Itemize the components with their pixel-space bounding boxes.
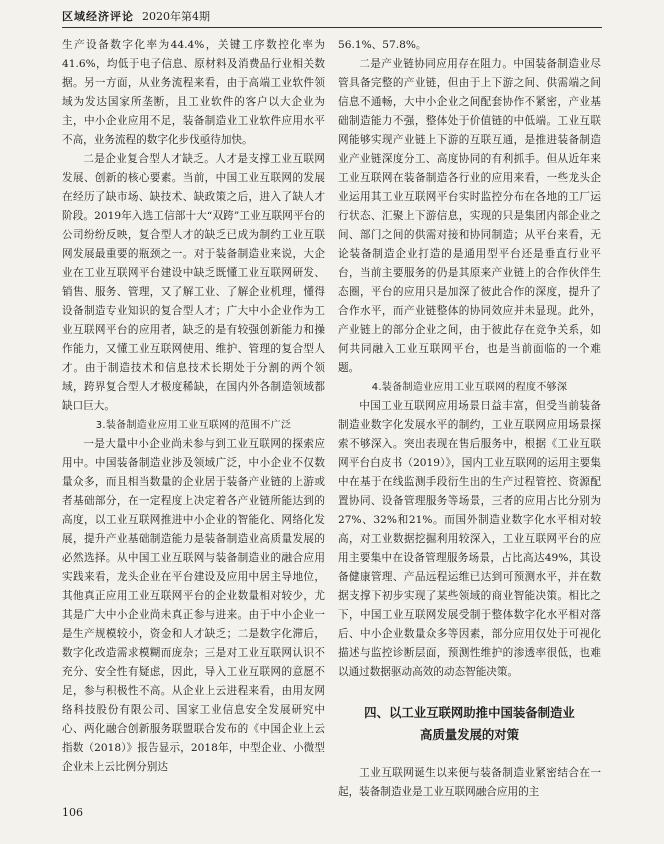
running-header [62, 6, 602, 26]
section-title-line: 四、以工业互联网助推中国装备制造业 [364, 705, 575, 720]
issue-label: 2020年第4期 [142, 10, 210, 23]
section-title [338, 702, 601, 746]
subsection-heading: 3.装备制造业应用工业互联网的范围不广泛 [95, 420, 292, 431]
subsection-heading: 4.装备制造业应用工业互联网的程度不够深 [371, 382, 568, 393]
page-number: 106 [62, 806, 83, 819]
paragraph: 二是产业链协同应用存在阻力。中国装备制造业尽管具备完整的产业链，但由于上下游之间、供需端之间信息不通畅，大中小企业之间配套协作不紧密，产业基础制造能力不强，整体处于价值链的中低端。工业互联网能够实现产业链上下游的互联互通，是推进装备制造业产业链深度分工、高度协同的有利抓手。但从近年来工业互联网在装备制造各行业的应用来看，一些龙头企业运用其工业互联网平台实时监控分布在各地的工厂运行状态、汇聚上下游信息，实现的只是集团内部企业之间、部门之间的供需对接和协同制造；从平台来看，无论装备制造企业打造的是通用型平台还是垂直行业平台，当前主要服务的仍是其原来产业链上的合作伙伴生态圈，平台的应用只是加深了彼此合作的深度，提升了合作水平，而产业链整体的协同效应并未显现。此外，产业链上的部分企业之间，由于彼此存在竞争关系，如何共同融入工业互联网平台，也是当前面临的一个难题。 [338, 58, 601, 374]
left-column [62, 36, 325, 777]
paragraph: 工业互联网诞生以来便与装备制造业紧密结合在一起，装备制造业是工业互联网融合应用的主 [338, 767, 601, 798]
paragraph: 生产设备数字化率为44.4%，关键工序数控化率为41.6%，均低于电子信息、原材料及消费品行业相关数据。另一方面，从业务流程来看，由于高端工业软件领域为发达国家所垄断，且工业软件的客户以大企业为主，中小企业应用不足，装备制造业工业软件应用水平不高，业务流程的数字化步伐亟待加快。 [62, 39, 325, 146]
right-column [338, 36, 601, 802]
journal-name: 区域经济评论 [62, 10, 134, 23]
paragraph: 中国工业互联网应用场景日益丰富，但受当前装备制造业数字化发展水平的制约，工业互联网应用场景探索不够深入。突出表现在售后服务中，根据《工业互联网平台白皮书（2019）》，国内工业互联网的运用主要集中在基于在线监测手段衍生出的生产过程管控、资源配置协同、设备管理服务等场景，三者的应用占比分别为27%、32%和21%。而国外制造业数字化水平相对较高，对工业数据挖掘利用较深入，工业互联网平台的应用主要集中在设备管理服务场景，占比高达49%，其设备健康管理、产品远程运维已达到可预测水平，并在数据支撑下初步实现了某些领域的商业智能决策。相比之下，中国工业互联网发展受制于整体数字化水平相对落后、中小企业数量众多等因素，部分应用仅处于可视化描述与监控诊断层面，预测性维护的渗透率很低，也难以通过数据驱动高效的动态智能决策。 [338, 400, 601, 678]
paragraph: 二是企业复合型人才缺乏。人才是支撑工业互联网发展、创新的核心要素。当前，中国工业互联网的发展在经历了缺市场、缺技术、缺政策之后，进入了缺人才阶段。2019年入选工信部十大“双跨”工业互联网平台的公司纷纷反映，复合型人才的缺乏已成为制约工业互联网发展最重要的瓶颈之一。对于装备制造业来说，大企业在工业互联网平台建设中缺乏既懂工业互联网研发、销售、服务、管理，又了解工业、了解企业机理，懂得设备制造专业知识的复合型人才；广大中小企业作为工业互联网平台的应用者，缺乏的是有较强创新能力和操作能力，又懂工业互联网使用、维护、管理的复合型人才。由于制造技术和信息技术长期处于分割的两个领域，跨界复合型人才极度稀缺，在国内外各制造领域都缺口巨大。 [62, 153, 325, 412]
paragraph: 56.1%、57.8%。 [338, 39, 427, 51]
header-rule [62, 27, 602, 28]
section-title-line: 高质量发展的对策 [419, 727, 520, 742]
paragraph: 一是大量中小企业尚未参与到工业互联网的探索应用中。中国装备制造业涉及领域广泛，中小企业不仅数量众多，而且相当数量的企业居于装备产业链的上游或者基础部分，在一定程度上决定着各产业链所能达到的高度，以工业互联网推进中小企业的智能化、网络化发展，提升产业基础制造能力是装备制造业高质量发展的必然选择。从中国工业互联网与装备制造业的融合应用实践来看，龙头企业在平台建设及应用中居主导地位，其他真正应用工业互联网平台的企业数量相对较少，尤其是广大中小企业尚未真正参与进来。由于中小企业一是生产规模较小，资金和人才缺乏；二是数字化滞后，数字化改造需求模糊而庞杂；三是对工业互联网认识不充分、安全性有疑虑，因此，导入工业互联网的意愿不足，参与积极性不高。从企业上云进程来看，由用友网络科技股份有限公司、国家工业信息安全发展研究中心、两化融合创新服务联盟联合发布的《中国企业上云指数（2018）》报告显示，2018年，中型企业、小微型企业未上云比例分别达 [62, 438, 325, 773]
